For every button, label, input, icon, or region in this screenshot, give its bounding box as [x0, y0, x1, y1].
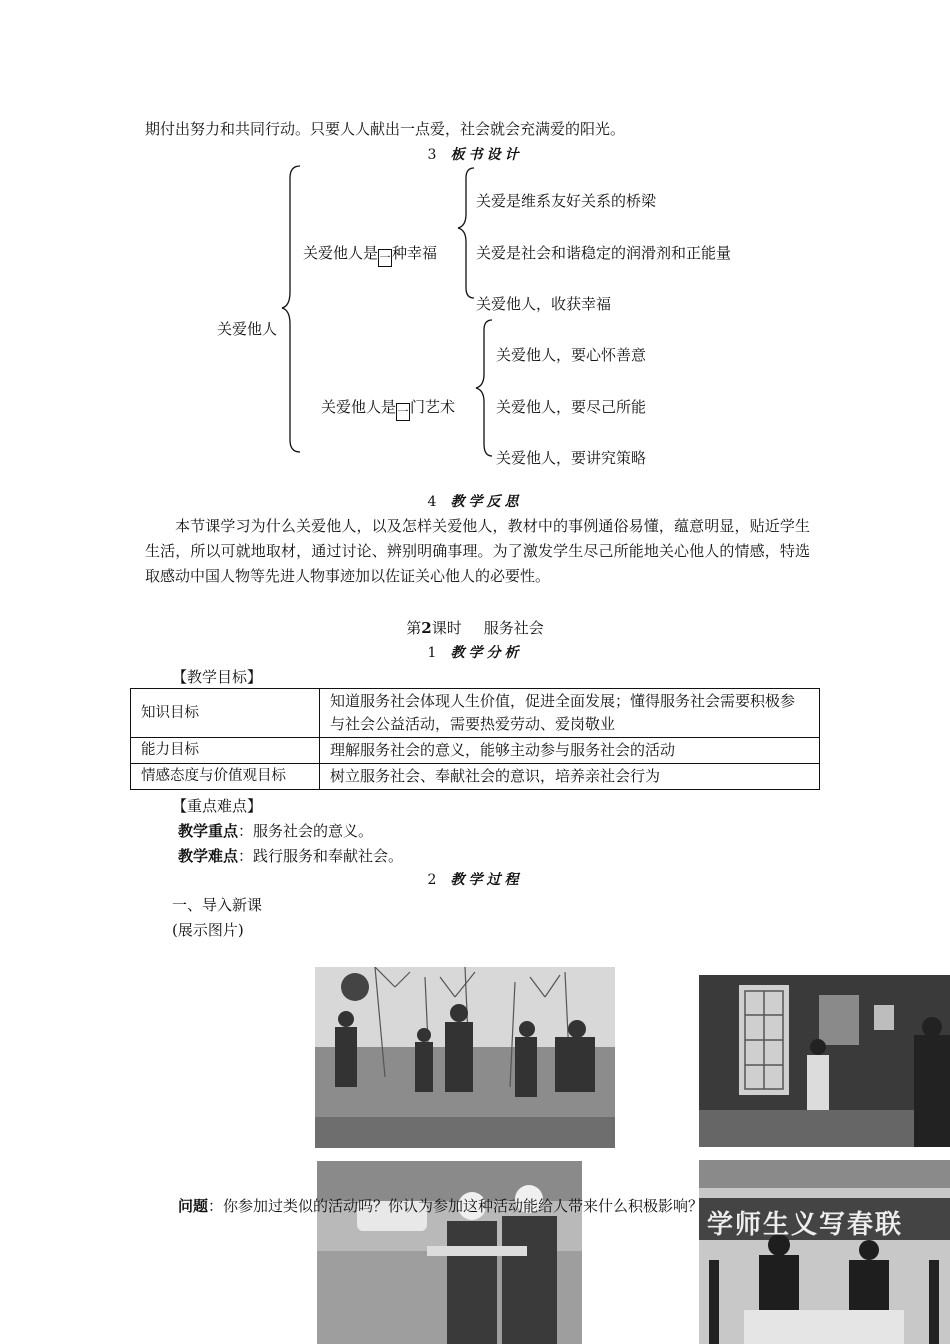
goal-value: 树立服务社会、奉献社会的意识，培养亲社会行为: [320, 764, 820, 790]
board-branch1-item: 关爱是维系友好关系的桥梁: [476, 192, 657, 210]
goal-key: 情感态度与价值观目标: [131, 764, 320, 790]
traffic-police-photo: [317, 1161, 582, 1344]
board-branch1: 关爱他人是 一 种幸福: [303, 242, 437, 267]
lesson-title: 第2课时 服务社会: [406, 619, 544, 637]
goals-label: 【教学目标】: [172, 668, 263, 686]
goal-value: 理解服务社会的意义，能够主动参与服务社会的活动: [320, 738, 820, 764]
table-row: [131, 738, 820, 764]
section-heading-analysis: 1 教学分析: [427, 645, 523, 661]
museum-guide-photo: [699, 975, 950, 1147]
goal-value: 知道服务社会体现人生价值，促进全面发展；懂得服务社会需要积极参与社会公益活动，需要热爱劳动、爱岗敬业: [320, 689, 820, 738]
goal-key: 知识目标: [131, 689, 320, 738]
reflection-paragraph: 本节课学习为什么关爱他人，以及怎样关爱他人，教材中的事例通俗易懂，蕴意明显，贴近学生生活，所以可就地取材，通过讨论、辨别明确事理。为了激发学生尽己所能地关心他人的情感，特选取感动中国人物等先进人物事迹加以佐证关心他人的必要性。: [145, 517, 810, 585]
spring-couplet-photo: [699, 1160, 950, 1344]
tree-planting-photo: [315, 967, 615, 1148]
difficult-point: 教学难点：践行服务和奉献社会。: [178, 847, 404, 865]
glyph-box-icon: 一: [378, 249, 392, 267]
question: 问题：你参加过类似的活动吗？你认为参加这种活动能给人带来什么积极影响？: [178, 1197, 704, 1215]
board-branch1-item: 关爱他人，收获幸福: [476, 295, 612, 313]
board-branch2: 关爱他人是 一 门艺术: [321, 396, 455, 421]
board-braces: [0, 0, 950, 480]
section-heading-board: 3 板书设计: [427, 147, 523, 163]
board-branch2-item: 关爱他人，要尽己所能: [496, 398, 647, 416]
intro-line: 期付出努力和共同行动。只要人人献出一点爱，社会就会充满爱的阳光。: [145, 120, 626, 138]
board-branch2-item: 关爱他人，要心怀善意: [496, 346, 647, 364]
table-row: [131, 689, 820, 738]
goal-key: 能力目标: [131, 738, 320, 764]
step-intro: 一、导入新课: [172, 896, 263, 914]
board-branch1-item: 关爱是社会和谐稳定的润滑剂和正能量: [476, 244, 732, 262]
key-point: 教学重点：服务社会的意义。: [178, 822, 374, 840]
board-root: 关爱他人: [217, 320, 278, 338]
table-row: [131, 764, 820, 790]
keypoints-label: 【重点难点】: [172, 797, 263, 815]
glyph-box-icon: 一: [396, 403, 410, 421]
board-branch2-item: 关爱他人，要讲究策略: [496, 449, 647, 467]
photo-banner-text: 学师生义写春联: [707, 1210, 904, 1240]
show-pictures: (展示图片): [172, 921, 244, 939]
section-heading-reflection: 4 教学反思: [427, 494, 523, 510]
section-heading-process: 2 教学过程: [427, 872, 523, 888]
goals-table: [130, 688, 820, 790]
